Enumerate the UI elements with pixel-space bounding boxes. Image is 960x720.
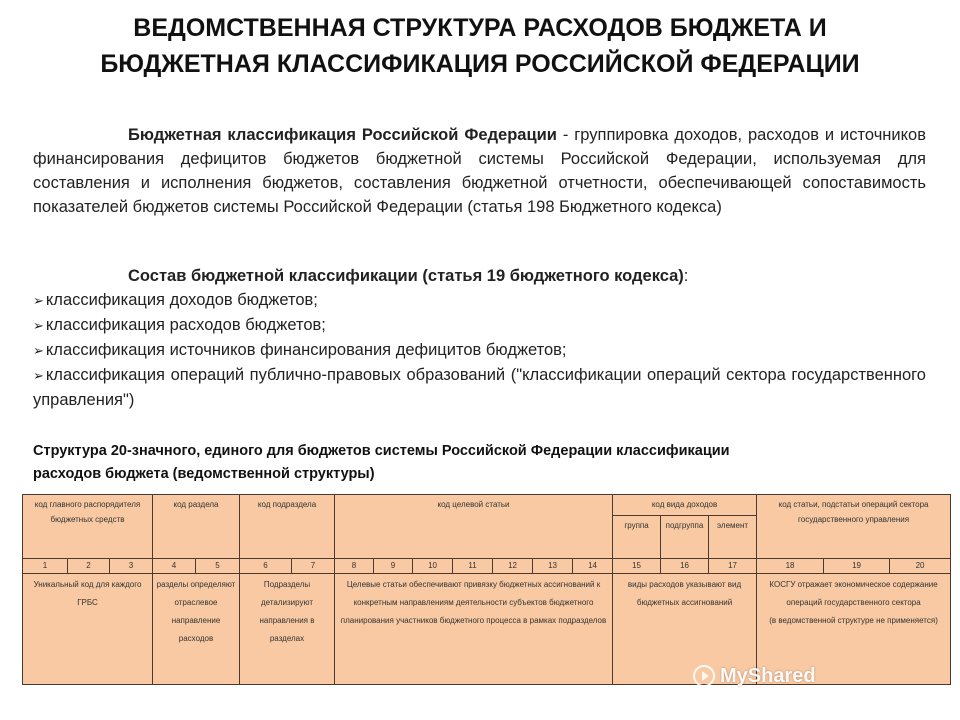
structure-heading-line-2: расходов бюджета (ведомственной структуры) (33, 466, 375, 482)
digit-cell: 2 (68, 559, 110, 574)
watermark (692, 663, 816, 689)
page-title (0, 10, 960, 82)
list-item (33, 363, 926, 412)
table-header-row (23, 495, 951, 516)
desc-kosgu-note: (в ведомственной структуре не применяется) (769, 616, 938, 625)
arrow-bullet-icon: ➢ (33, 318, 44, 333)
definition-term: Бюджетная классификация Российской Федерации (128, 126, 557, 144)
title-line-1: ВЕДОМСТВЕННАЯ СТРУКТУРА РАСХОДОВ БЮДЖЕТА И (133, 14, 827, 42)
digit-cell: 9 (374, 559, 413, 574)
structure-heading (33, 440, 933, 486)
digit-cell: 18 (757, 559, 824, 574)
header-subsection: код подраздела (240, 495, 335, 559)
composition-heading-suffix: : (683, 267, 689, 285)
classification-table (22, 494, 951, 685)
desc-expense-type: виды расходов указывают вид бюджетных ассигнований (613, 574, 757, 685)
digit-cell: 16 (661, 559, 709, 574)
structure-heading-line-1: Структура 20-значного, единого для бюджетов системы Российской Федерации классификации (33, 443, 730, 459)
digit-cell: 20 (890, 559, 951, 574)
arrow-bullet-icon: ➢ (33, 293, 44, 308)
digit-cell: 19 (824, 559, 890, 574)
play-icon (692, 664, 716, 688)
header-target: код целевой статьи (335, 495, 613, 559)
digit-cell: 15 (613, 559, 661, 574)
list-item-text: классификация операций публично-правовых образований ("классификации операций сектора государственного управления") (33, 366, 926, 409)
desc-grbs: Уникальный код для каждого ГРБС (23, 574, 153, 685)
definition-text: - группировка доходов, расходов и источников финансирования дефицитов бюджетов бюджетной системы Российской Федерации, используемая для составления и исполнения бюджетов, составления бюджетной отчетности, обеспечивающей сопоставимость показателей бюджетов системы Российской Федерации (статья 198 Бюджетного кодекса) (33, 126, 926, 216)
header-kosgu: код статьи, подстатьи операций сектора государственного управления (757, 495, 951, 559)
arrow-bullet-icon: ➢ (33, 343, 44, 358)
digit-cell: 14 (573, 559, 613, 574)
digit-cell: 13 (533, 559, 573, 574)
definition-paragraph (33, 123, 926, 219)
desc-subsection: Подразделы детализируют направления в разделах (240, 574, 335, 685)
digit-cell: 3 (110, 559, 153, 574)
digit-cell: 8 (335, 559, 374, 574)
header-expense-type: код вида доходов (613, 495, 757, 516)
digit-cell: 12 (493, 559, 533, 574)
title-line-2: БЮДЖЕТНАЯ КЛАССИФИКАЦИЯ РОССИЙСКОЙ ФЕДЕРАЦИИ (100, 50, 860, 78)
digit-cell: 11 (453, 559, 493, 574)
desc-section: разделы определяют отраслевое направление расходов (153, 574, 240, 685)
list-item-text: классификация источников финансирования дефицитов бюджетов; (45, 341, 567, 359)
watermark-text: MyShared (720, 664, 816, 687)
list-item-text: классификация расходов бюджетов; (45, 316, 326, 334)
header-subgroup: подгруппа (661, 516, 709, 559)
digit-cell: 5 (196, 559, 240, 574)
header-section: код раздела (153, 495, 240, 559)
list-item (33, 313, 926, 338)
composition-heading: Состав бюджетной классификации (статья 19 бюджетного кодекса) (128, 267, 684, 285)
list-item-text: классификация доходов бюджетов; (45, 291, 318, 309)
arrow-bullet-icon: ➢ (33, 368, 44, 383)
list-item (33, 338, 926, 363)
header-element: элемент (709, 516, 757, 559)
header-group: группа (613, 516, 661, 559)
desc-kosgu-text: КОСГУ отражает экономическое содержание операций государственного сектора (769, 580, 938, 607)
digit-cell: 10 (413, 559, 453, 574)
digit-cell: 6 (240, 559, 292, 574)
digit-cell: 1 (23, 559, 68, 574)
digit-cell: 17 (709, 559, 757, 574)
table-numbers-row (23, 559, 951, 574)
list-item (33, 288, 926, 313)
digit-cell: 4 (153, 559, 196, 574)
desc-target: Целевые статьи обеспечивают привязку бюджетных ассигнований к конкретным направлениям деятельности субъектов бюджетного планирования участников бюджетного процесса в рамках подразделов (335, 574, 613, 685)
header-grbs: код главного распорядителя бюджетных средств (23, 495, 153, 559)
composition-section (33, 264, 926, 412)
digit-cell: 7 (292, 559, 335, 574)
